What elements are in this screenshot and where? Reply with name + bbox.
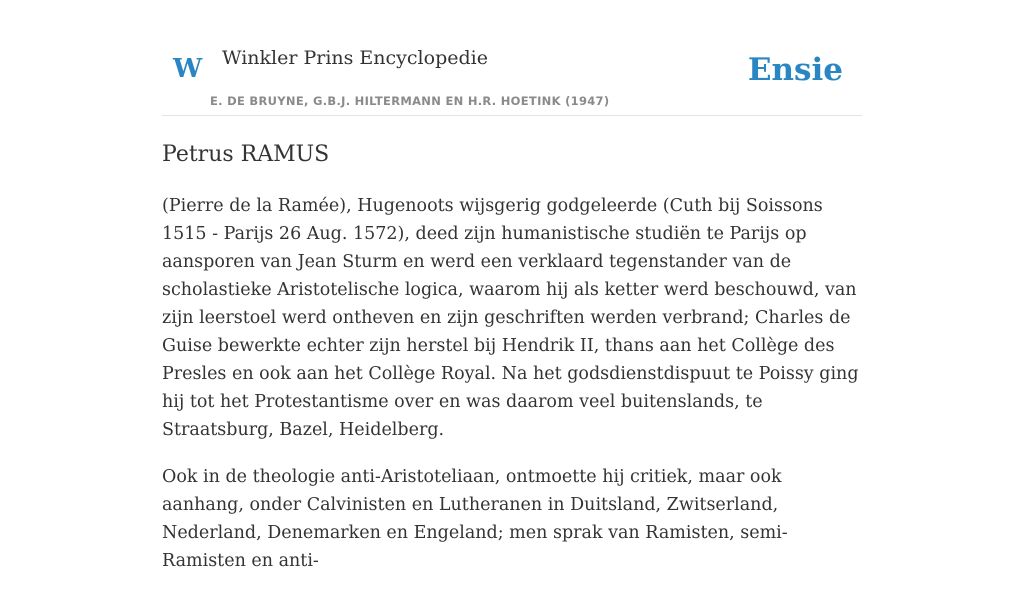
- ensie-brand-logo[interactable]: Ensie: [747, 52, 843, 88]
- winkler-prins-logo[interactable]: W: [173, 54, 203, 84]
- book-authors: E. DE BRUYNE, G.B.J. HILTERMANN EN H.R. HOETINK (1947): [210, 94, 610, 108]
- site-header: [162, 40, 862, 116]
- article-paragraph-1: (Pierre de la Ramée), Hugenoots wijsgerig godgeleerde (Cuth bij Soissons 1515 - Parijs 26 Aug. 1572), deed zijn humanistische studiën te Parijs op aansporen van Jean Sturm en werd een verklaard tegenstander van de scholastieke Aristotelische logica, waarom hij als ketter werd beschouwd, van zijn leerstoel werd ontheven en zijn geschriften werden verbrand; Charles de Guise bewerkte echter zijn herstel bij Hendrik II, thans aan het Collège des Presles en ook aan het Collège Royal. Na het godsdienstdispuut te Poissy ging hij tot het Protestantisme over en was daarom veel buitenslands, te Straatsburg, Bazel, Heidelberg.: [162, 196, 859, 440]
- article-title: Petrus RAMUS: [162, 142, 330, 167]
- article-body: [162, 192, 867, 594]
- article-paragraph-2: Ook in de theologie anti-Aristoteliaan, ontmoette hij critiek, maar ook aanhang, onder Calvinisten en Lutheranen in Duitsland, Zwitserland, Nederland, Denemarken en Engeland; men sprak van Ramisten, semi-Ramisten en anti-: [162, 467, 788, 571]
- book-title[interactable]: Winkler Prins Encyclopedie: [222, 47, 488, 69]
